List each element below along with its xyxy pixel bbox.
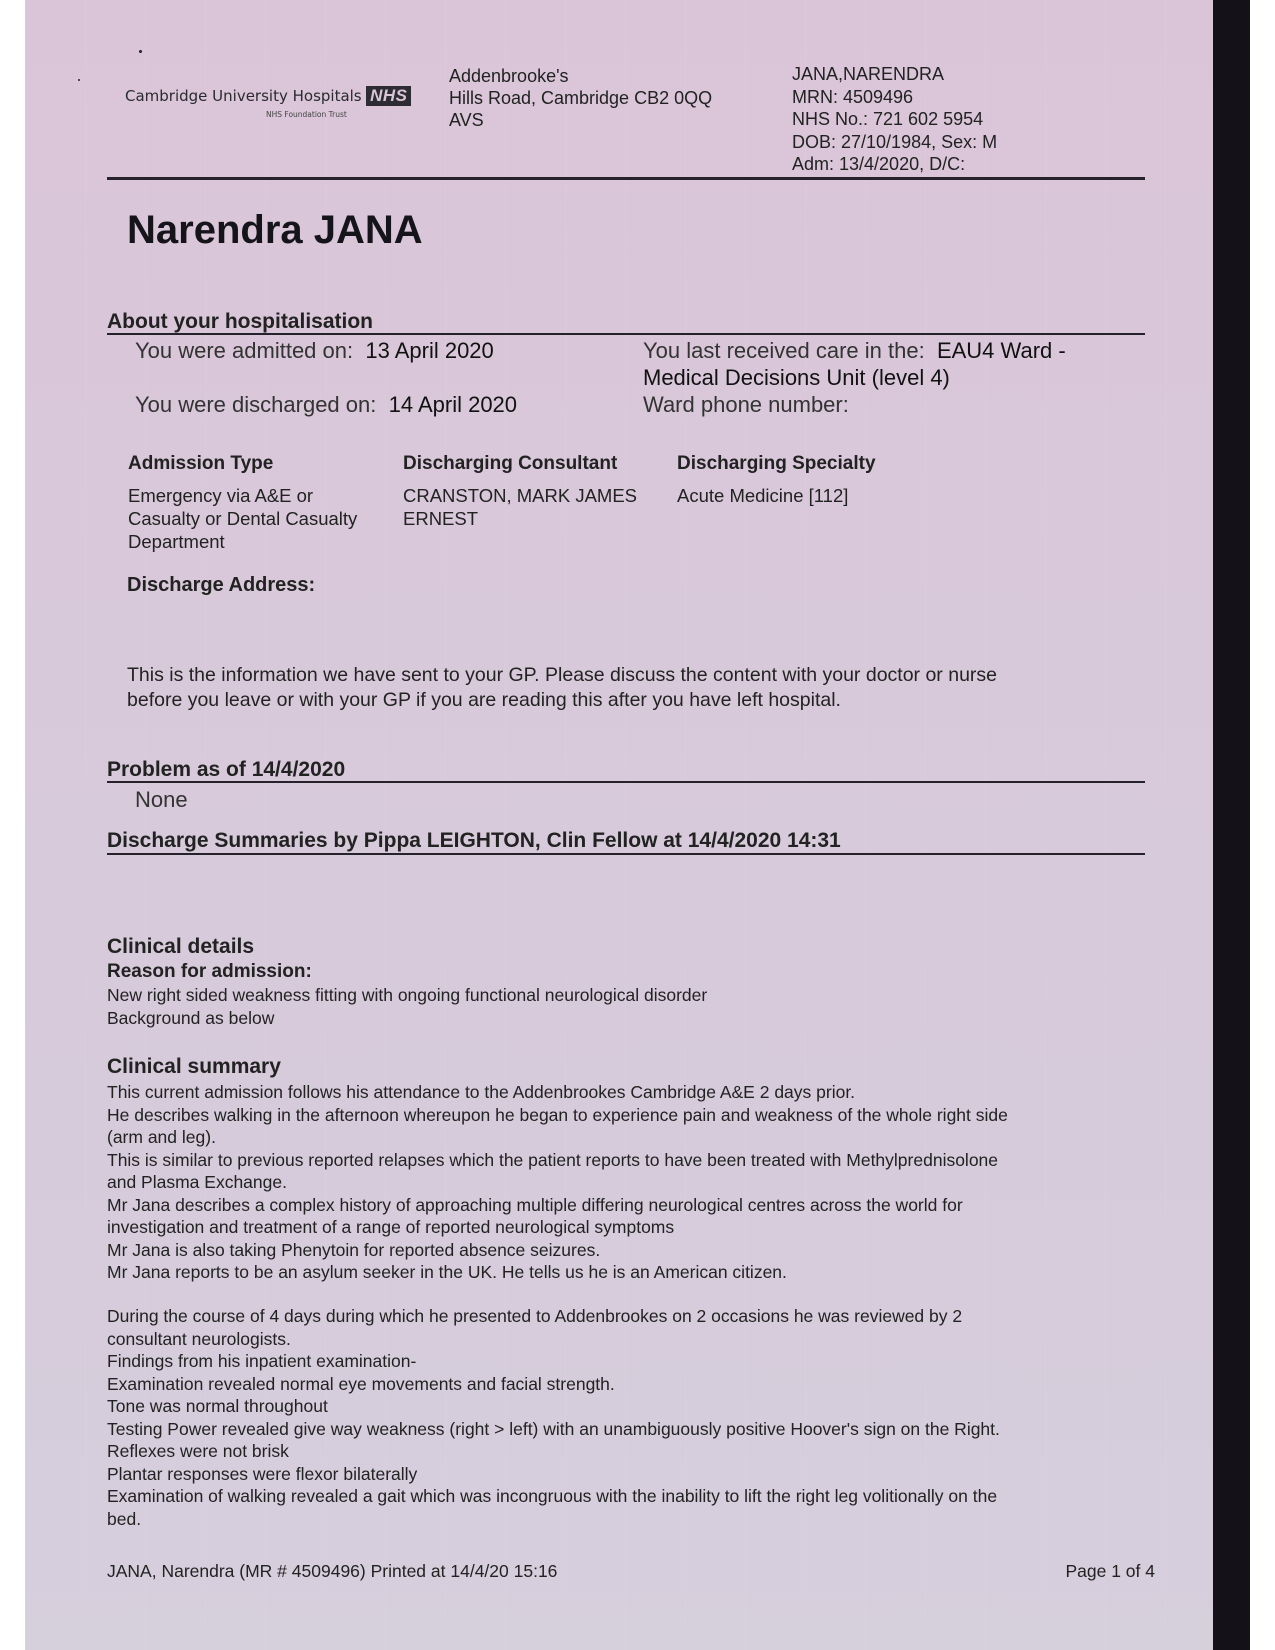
summary-line: This is similar to previous reported relapses which the patient reports to have been treated with Methylprednisolone <box>107 1149 999 1170</box>
scan-speck <box>78 79 80 81</box>
reason-for-admission-heading: Reason for admission: <box>107 961 312 982</box>
reason-for-admission-text <box>107 984 707 1029</box>
header-divider <box>107 177 1145 180</box>
summary-line: Plantar responses were flexor bilaterally <box>107 1463 418 1484</box>
logo-subtitle: NHS Foundation Trust <box>266 110 347 119</box>
summary-line: (arm and leg). <box>107 1127 216 1147</box>
problems-value: None <box>135 787 188 812</box>
address-line-2: Hills Road, Cambridge CB2 0QQ <box>449 88 713 108</box>
problems-heading: Problem as of 14/4/2020 <box>107 758 346 781</box>
discharged-on <box>135 391 517 418</box>
patient-id-name: JANA,NARENDRA <box>792 64 945 84</box>
specialty-line: Acute Medicine [112] <box>677 485 849 506</box>
summary-line: investigation and treatment of a range of reported neurological symptoms <box>107 1217 675 1237</box>
admission-type-line: Department <box>128 531 225 552</box>
last-care-label: You last received care in the: <box>643 338 925 363</box>
summary-line: He describes walking in the afternoon whereupon he began to experience pain and weakness of the whole right side <box>107 1104 1008 1125</box>
hospitalisation-heading: About your hospitalisation <box>107 310 373 333</box>
page-title: Narendra JANA <box>127 208 423 252</box>
hospital-address <box>449 65 712 131</box>
scan-speck <box>139 50 142 53</box>
gp-notice <box>127 663 997 713</box>
scanner-edge <box>1213 0 1250 1650</box>
section-divider <box>107 781 1145 783</box>
summary-line: consultant neurologists. <box>107 1328 291 1349</box>
clinical-summary-text-2 <box>107 1305 1000 1530</box>
section-divider <box>107 853 1145 855</box>
footer-print-info: JANA, Narendra (MR # 4509496) Printed at 14/4/20 15:16 <box>107 1561 558 1581</box>
reason-line: Background as below <box>107 1007 275 1028</box>
admission-type-line: Emergency via A&E or <box>128 485 314 506</box>
summary-line: This current admission follows his attendance to the Addenbrookes Cambridge A&E 2 days prior. <box>107 1082 856 1102</box>
footer-page-number: Page 1 of 4 <box>1065 1561 1155 1581</box>
patient-dob-sex: DOB: 27/10/1984, Sex: M <box>792 131 998 152</box>
address-line-3: AVS <box>449 110 484 130</box>
summary-line: Examination of walking revealed a gait which was incongruous with the inability to lift the right leg volitionally on the <box>107 1486 998 1506</box>
address-line-1: Addenbrooke's <box>449 66 569 86</box>
consultant-line: ERNEST <box>403 508 479 529</box>
reason-line: New right sided weakness fitting with ongoing functional neurological disorder <box>107 985 708 1005</box>
logo-org-name: Cambridge University Hospitals <box>125 87 362 105</box>
last-care-value-2: Medical Decisions Unit (level 4) <box>643 365 950 390</box>
admitted-on <box>135 337 494 364</box>
summary-line: Testing Power revealed give way weakness (right > left) with an unambiguously positive Hoover's sign on the Right. <box>107 1418 1000 1439</box>
summary-line: During the course of 4 days during which he presented to Addenbrookes on 2 occasions he was reviewed by 2 <box>107 1306 963 1326</box>
summary-line: Mr Jana describes a complex history of approaching multiple differing neurological centres across the world for <box>107 1194 963 1215</box>
admitted-value: 13 April 2020 <box>365 338 494 363</box>
summary-line: Mr Jana reports to be an asylum seeker in the UK. He tells us he is an American citizen. <box>107 1262 787 1282</box>
specialty-heading: Discharging Specialty <box>677 453 876 474</box>
discharged-value: 14 April 2020 <box>388 392 518 417</box>
clinical-details-heading: Clinical details <box>107 935 255 958</box>
admission-type-value <box>128 484 357 553</box>
gp-notice-line: before you leave or with your GP if you are reading this after you have left hospital. <box>127 689 841 711</box>
specialty-value <box>677 484 848 507</box>
summary-line: Mr Jana is also taking Phenytoin for reported absence seizures. <box>107 1239 601 1260</box>
admission-type-line: Casualty or Dental Casualty <box>128 508 358 529</box>
summary-line: Examination revealed normal eye movements and facial strength. <box>107 1373 615 1394</box>
nhs-logo-icon: NHS <box>366 86 411 106</box>
last-care-location <box>643 337 1066 418</box>
discharge-address-label: Discharge Address: <box>127 574 316 596</box>
last-care-value-1: EAU4 Ward - <box>936 338 1066 363</box>
patient-id-block <box>792 63 997 176</box>
consultant-line: CRANSTON, MARK JAMES <box>403 485 638 506</box>
hospital-logo <box>125 86 411 106</box>
clinical-summary-heading: Clinical summary <box>107 1055 281 1078</box>
admission-type-heading: Admission Type <box>128 453 274 474</box>
summary-line: and Plasma Exchange. <box>107 1172 287 1192</box>
consultant-value <box>403 484 637 530</box>
summary-line: Findings from his inpatient examination- <box>107 1351 417 1371</box>
summary-line: bed. <box>107 1508 142 1529</box>
gp-notice-line: This is the information we have sent to your GP. Please discuss the content with your doctor or nurse <box>127 664 997 686</box>
ward-phone-label: Ward phone number: <box>643 392 849 417</box>
summary-line: Reflexes were not brisk <box>107 1441 289 1461</box>
clinical-summary-text-1 <box>107 1081 1008 1284</box>
section-divider <box>107 333 1145 335</box>
consultant-heading: Discharging Consultant <box>403 453 618 474</box>
patient-mrn: MRN: 4509496 <box>792 86 914 107</box>
admitted-label: You were admitted on: <box>135 338 354 363</box>
discharge-summaries-heading: Discharge Summaries by Pippa LEIGHTON, Clin Fellow at 14/4/2020 14:31 <box>107 829 841 852</box>
patient-adm-dc: Adm: 13/4/2020, D/C: <box>792 154 966 174</box>
patient-nhs-number: NHS No.: 721 602 5954 <box>792 109 984 129</box>
discharged-label: You were discharged on: <box>135 392 377 417</box>
summary-line: Tone was normal throughout <box>107 1396 328 1416</box>
